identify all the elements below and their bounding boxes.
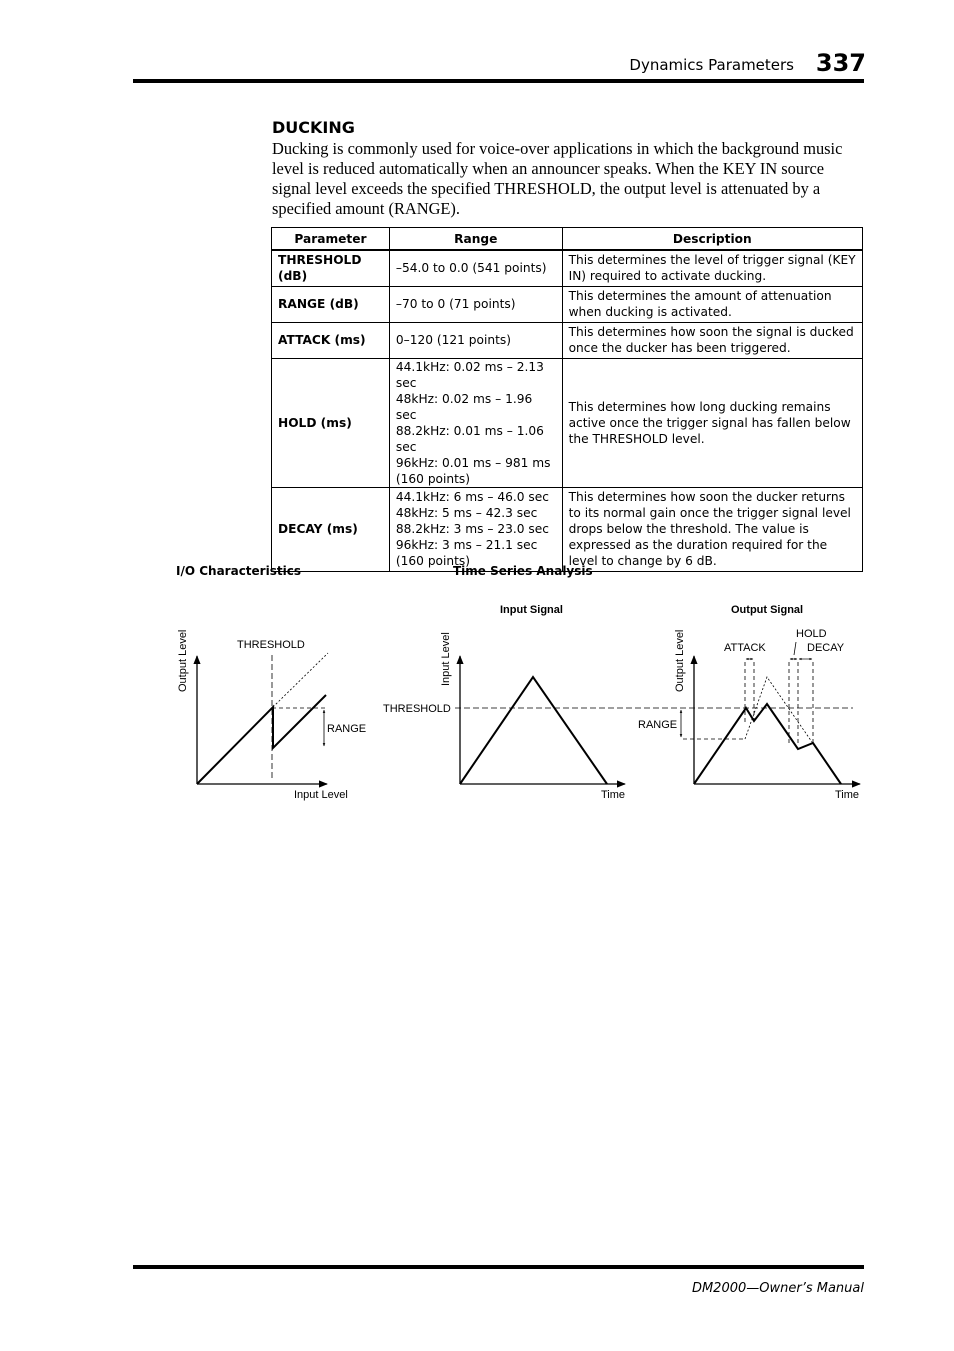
running-header-title: Dynamics Parameters: [629, 56, 794, 74]
decay-label: DECAY: [807, 642, 845, 654]
table-cell-range: 44.1kHz: 6 ms – 46.0 sec 48kHz: 5 ms – 42.3 sec 88.2kHz: 3 ms – 23.0 sec 96kHz: 3 ms – 21.1 sec (160 points): [389, 487, 562, 571]
output-signal-curve: [694, 704, 841, 784]
output-x-axis-label: Time: [835, 789, 860, 801]
table-row: [272, 487, 863, 571]
table-cell-description: This determines the amount of attenuation when ducking is activated.: [562, 286, 862, 322]
io-y-axis-label: Output Level: [177, 629, 189, 692]
input-signal-diagram: [383, 604, 853, 801]
hold-label: HOLD: [796, 628, 827, 640]
io-threshold-label: THRESHOLD: [237, 639, 305, 651]
footer-text: DM2000—Owner’s Manual: [691, 1281, 864, 1296]
table-cell-description: This determines how long ducking remains active once the trigger signal has fallen below the THRESHOLD level.: [562, 358, 862, 487]
input-signal-title: Input Signal: [500, 604, 563, 616]
input-threshold-label: THRESHOLD: [383, 703, 451, 715]
input-x-axis-label: Time: [601, 789, 626, 801]
time-series-label: Time Series Analysis: [453, 564, 593, 578]
io-x-axis-label: Input Level: [294, 789, 348, 801]
table-row: [272, 286, 863, 322]
output-signal-title: Output Signal: [731, 604, 804, 616]
column-header-description: Description: [562, 228, 862, 251]
table-cell-range: 44.1kHz: 0.02 ms – 2.13 sec 48kHz: 0.02 ms – 1.96 sec 88.2kHz: 0.01 ms – 1.06 sec 96kHz: 0.01 ms – 981 ms (160 points): [389, 358, 562, 487]
section-title: DUCKING: [272, 118, 355, 137]
section-intro: Ducking is commonly used for voice-over applications in which the background music level is reduced automatically when an announcer speaks. When the KEY IN source signal level exceeds the specified THRESHOLD, the output level is attenuated by a specified amount (RANGE).: [272, 139, 843, 218]
output-signal-diagram: [638, 604, 860, 801]
output-unducked-dotted-line: [745, 677, 841, 784]
header-rule: [133, 79, 864, 83]
io-transfer-curve: [197, 695, 326, 784]
table-row: [272, 322, 863, 358]
table-cell-description: This determines how soon the signal is ducked once the ducker has been triggered.: [562, 322, 862, 358]
table-cell-parameter: THRESHOLD (dB): [272, 250, 390, 286]
table-cell-parameter: RANGE (dB): [272, 286, 390, 322]
table-cell-description: This determines the level of trigger signal (KEY IN) required to activate ducking.: [562, 250, 862, 286]
io-unity-dotted-line: [273, 653, 328, 707]
attack-label: ATTACK: [724, 642, 766, 654]
output-y-axis-label: Output Level: [674, 629, 686, 692]
output-range-label: RANGE: [638, 719, 678, 731]
table-cell-description: This determines how soon the ducker returns to its normal gain once the trigger signal level drops below the threshold. The value is expressed as the duration required for the level to change by 6 dB.: [562, 487, 862, 571]
input-signal-curve: [460, 677, 607, 784]
column-header-parameter: Parameter: [272, 228, 390, 251]
table-cell-range: 0–120 (121 points): [389, 322, 562, 358]
parameter-table: [271, 227, 863, 572]
page-number: 337: [815, 49, 866, 77]
table-row: [272, 250, 863, 286]
io-characteristics-diagram: [177, 630, 366, 801]
table-header-row: [272, 228, 863, 251]
table-cell-parameter: HOLD (ms): [272, 358, 390, 487]
ducking-diagrams: [0, 590, 954, 810]
input-y-axis-label: Input Level: [440, 632, 452, 686]
table-row: [272, 358, 863, 487]
io-characteristics-label: I/O Characteristics: [176, 564, 301, 578]
io-range-label: RANGE: [327, 723, 367, 735]
hold-leader-line: [794, 642, 796, 655]
table-cell-parameter: ATTACK (ms): [272, 322, 390, 358]
table-cell-range: –70 to 0 (71 points): [389, 286, 562, 322]
column-header-range: Range: [389, 228, 562, 251]
footer-rule: [133, 1265, 864, 1269]
table-cell-range: –54.0 to 0.0 (541 points): [389, 250, 562, 286]
table-cell-parameter: DECAY (ms): [272, 487, 390, 571]
